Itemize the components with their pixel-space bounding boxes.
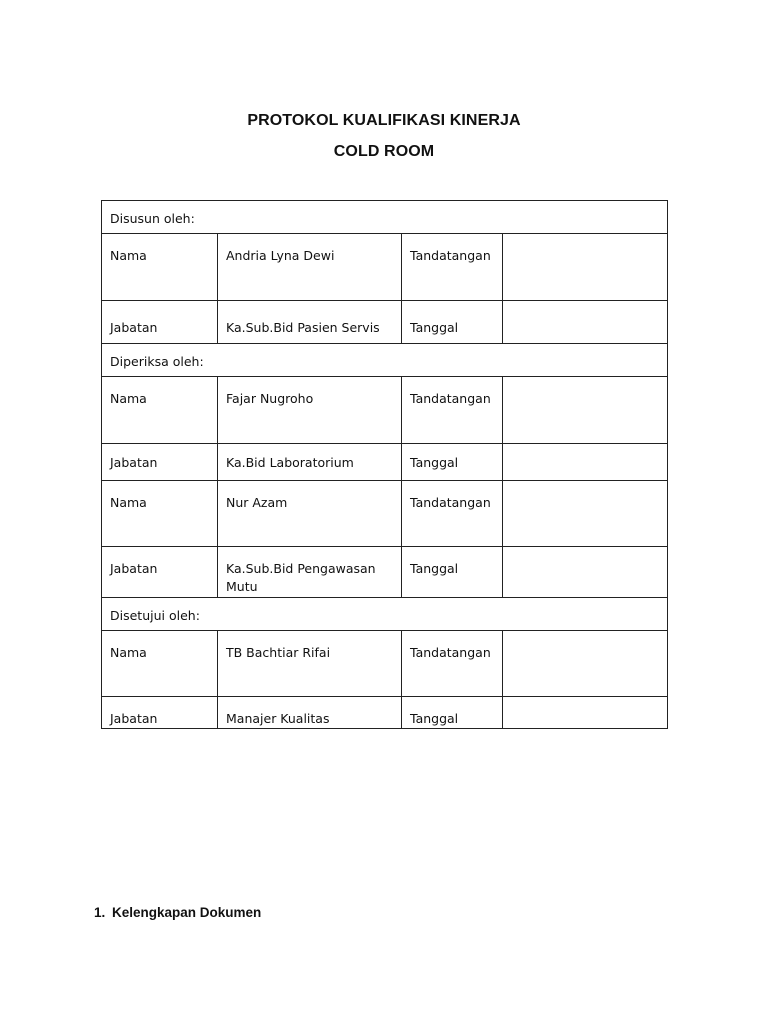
document-title: PROTOKOL KUALIFIKASI KINERJA [247,112,521,129]
section-heading-disusun: Disusun oleh: [102,201,668,234]
date-field[interactable] [503,547,668,598]
nama-value: Andria Lyna Dewi [218,234,402,301]
date-label: Tanggal [402,697,503,729]
section-heading-kelengkapan [94,905,261,920]
jabatan-label: Jabatan [102,444,218,481]
jabatan-label: Jabatan [102,301,218,344]
nama-label: Nama [102,631,218,697]
signature-label: Tandatangan [402,481,503,547]
date-field[interactable] [503,697,668,729]
section-title: Kelengkapan Dokumen [112,905,262,920]
signature-label: Tandatangan [402,631,503,697]
signature-table [101,200,668,729]
jabatan-value: Manajer Kualitas [218,697,402,729]
date-label: Tanggal [402,444,503,481]
signature-field[interactable] [503,234,668,301]
nama-label: Nama [102,481,218,547]
section-heading-diperiksa: Diperiksa oleh: [102,344,668,377]
signature-label: Tandatangan [402,234,503,301]
nama-value: TB Bachtiar Rifai [218,631,402,697]
jabatan-label: Jabatan [102,547,218,598]
signature-label: Tandatangan [402,377,503,444]
section-heading-disetujui: Disetujui oleh: [102,598,668,631]
signature-field[interactable] [503,481,668,547]
document-subtitle: COLD ROOM [333,143,435,160]
signature-field[interactable] [503,377,668,444]
nama-label: Nama [102,377,218,444]
section-number: 1. [94,905,106,920]
nama-value: Fajar Nugroho [218,377,402,444]
jabatan-value: Ka.Sub.Bid Pasien Servis [218,301,402,344]
date-label: Tanggal [402,547,503,598]
date-field[interactable] [503,444,668,481]
jabatan-label: Jabatan [102,697,218,729]
signature-field[interactable] [503,631,668,697]
jabatan-value: Ka.Bid Laboratorium [218,444,402,481]
nama-label: Nama [102,234,218,301]
nama-value: Nur Azam [218,481,402,547]
date-field[interactable] [503,301,668,344]
jabatan-value: Ka.Sub.Bid Pengawasan Mutu [218,547,402,598]
date-label: Tanggal [402,301,503,344]
